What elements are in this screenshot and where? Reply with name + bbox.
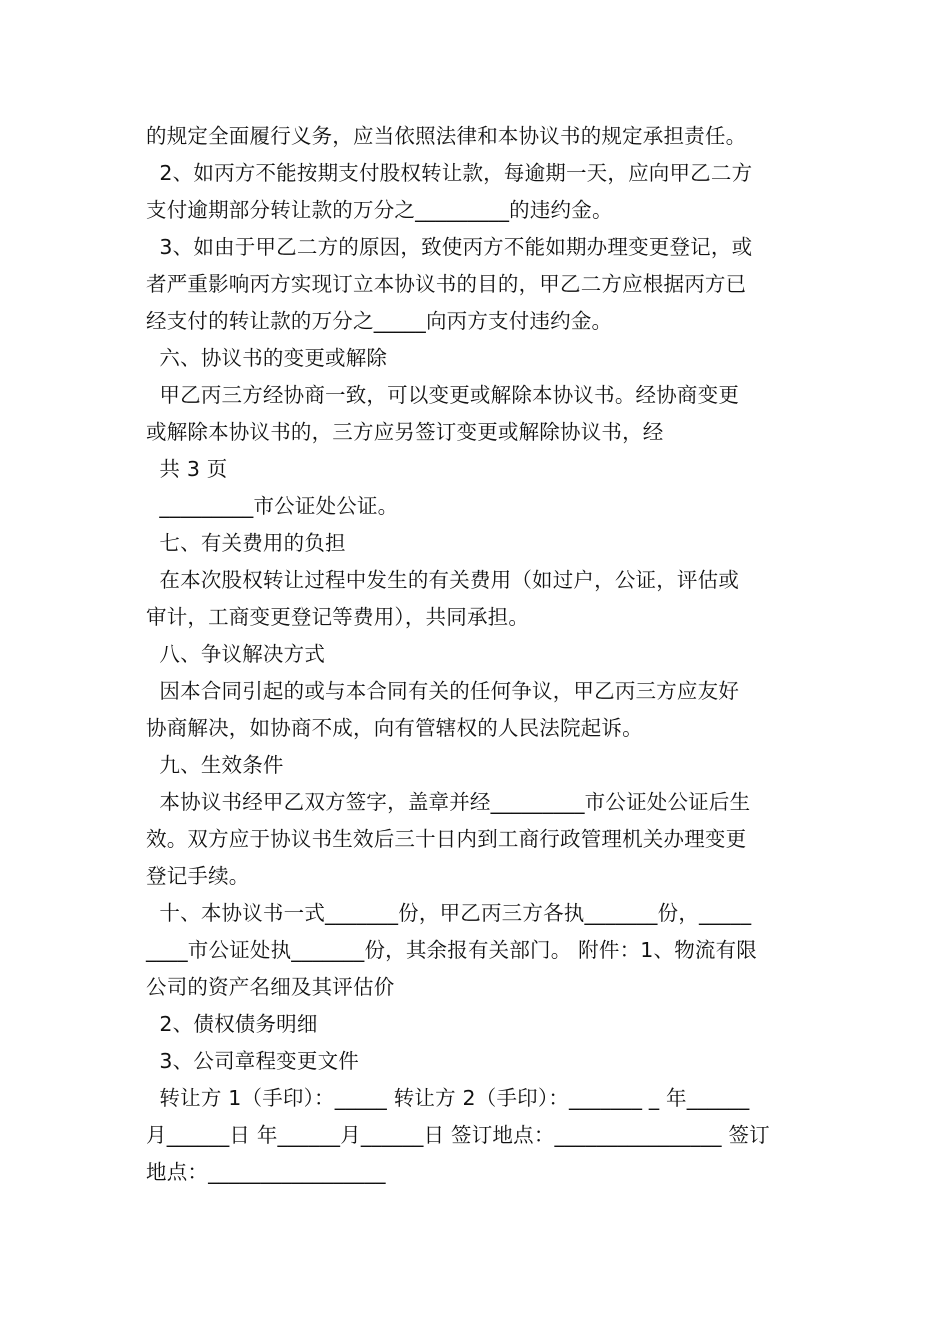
section-heading: 六、协议书的变更或解除 bbox=[146, 346, 388, 370]
text-line: 协商解决，如协商不成，向有管辖权的人民法院起诉。 bbox=[146, 716, 643, 740]
section-heading: 七、有关费用的负担 bbox=[146, 531, 346, 555]
text-line: 本协议书经甲乙双方签字，盖章并经_________市公证处公证后生 bbox=[146, 790, 751, 814]
text-line: _________市公证处公证。 bbox=[146, 494, 399, 518]
signature-line: 月______日 年______月______日 签订地点：________________ 签订 bbox=[146, 1123, 770, 1147]
signature-line: 转让方 1（手印）：_____ 转让方 2（手印）：_______ _ 年______ bbox=[146, 1086, 750, 1110]
text-line: 审计，工商变更登记等费用），共同承担。 bbox=[146, 605, 530, 629]
text-line: 者严重影响丙方实现订立本协议书的目的，甲乙二方应根据丙方已 bbox=[146, 272, 747, 296]
section-heading: 九、生效条件 bbox=[146, 753, 284, 777]
text-line: 3、公司章程变更文件 bbox=[146, 1049, 359, 1073]
text-line: 在本次股权转让过程中发生的有关费用（如过户，公证，评估或 bbox=[146, 568, 740, 592]
page-count: 共 3 页 bbox=[146, 457, 228, 481]
text-line: 2、债权债务明细 bbox=[146, 1012, 318, 1036]
text-line: 公司的资产名细及其评估价 bbox=[146, 975, 395, 999]
text-line: 的规定全面履行义务，应当依照法律和本协议书的规定承担责任。 bbox=[146, 124, 747, 148]
section-heading: 十、本协议书一式_______份，甲乙丙三方各执_______份，_____ bbox=[146, 901, 752, 925]
signature-line: 地点：_________________ bbox=[146, 1160, 386, 1184]
text-line: ____市公证处执_______份，其余报有关部门。 附件：1、物流有限 bbox=[146, 938, 758, 962]
text-line: 3、如由于甲乙二方的原因，致使丙方不能如期办理变更登记，或 bbox=[146, 235, 753, 259]
text-line: 因本合同引起的或与本合同有关的任何争议，甲乙丙三方应友好 bbox=[146, 679, 740, 703]
section-heading: 八、争议解决方式 bbox=[146, 642, 326, 666]
text-line: 登记手续。 bbox=[146, 864, 250, 888]
text-line: 或解除本协议书的，三方应另签订变更或解除协议书，经 bbox=[146, 420, 664, 444]
text-line: 效。双方应于协议书生效后三十日内到工商行政管理机关办理变更 bbox=[146, 827, 747, 851]
text-line: 甲乙丙三方经协商一致，可以变更或解除本协议书。经协商变更 bbox=[146, 383, 740, 407]
text-line: 支付逾期部分转让款的万分之_________的违约金。 bbox=[146, 198, 613, 222]
text-line: 经支付的转让款的万分之_____向丙方支付违约金。 bbox=[146, 309, 613, 333]
text-line: 2、如丙方不能按期支付股权转让款，每逾期一天，应向甲乙二方 bbox=[146, 161, 753, 185]
